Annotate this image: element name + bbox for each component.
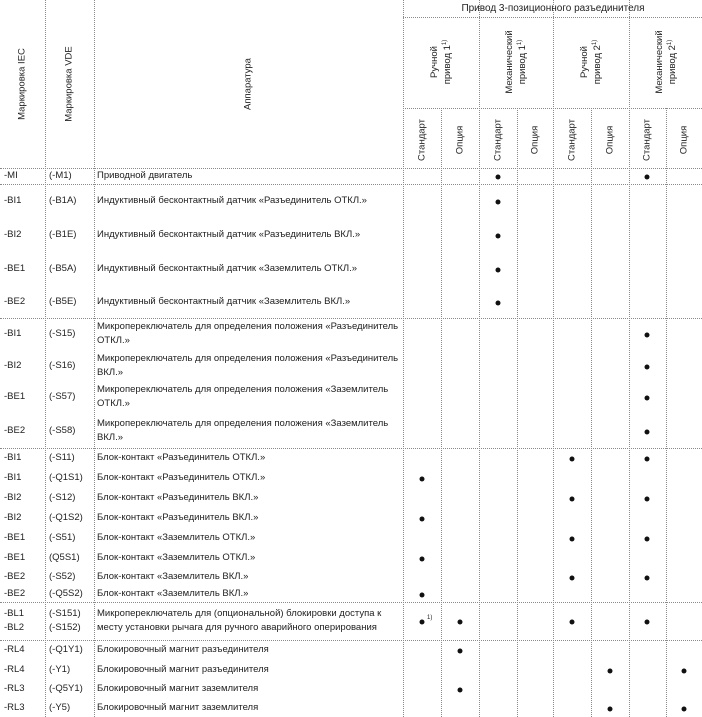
row-vde: (-Q5Y1) xyxy=(49,683,83,694)
row-iec: -BI2 xyxy=(4,492,22,503)
row-apparatus: Блок-контакт «Заземлитель ОТКЛ.» xyxy=(97,552,256,563)
row-vde: (-B1A) xyxy=(49,195,77,206)
row-iec: -BI1 xyxy=(4,195,22,206)
marker-dot xyxy=(570,620,575,625)
row-apparatus: Индуктивный бесконтактный датчик «Заземлитель ОТКЛ.» xyxy=(97,263,358,274)
marker-dot xyxy=(682,706,687,711)
row-vde: (-S151) (-S152) xyxy=(49,608,81,633)
header-option: Опция xyxy=(454,125,466,155)
header-option: Опция xyxy=(529,125,541,155)
marker-dot xyxy=(496,234,501,239)
footnote-ref: 1) xyxy=(441,39,448,46)
row-vde: (-Y1) xyxy=(49,664,71,675)
marker-dot xyxy=(645,333,650,338)
column-divider xyxy=(45,0,46,717)
column-divider xyxy=(94,0,95,717)
marker-dot xyxy=(645,175,650,180)
row-iec: -BI2 xyxy=(4,229,22,240)
header-standard: Стандарт xyxy=(492,119,504,161)
row-vde: (-Q1S2) xyxy=(49,512,83,523)
marker-dot xyxy=(645,457,650,462)
subcolumn-divider xyxy=(666,108,667,717)
marker-dot xyxy=(420,517,425,522)
subgroup-line1: Механический xyxy=(503,30,515,94)
row-iec: -BE2 xyxy=(4,571,26,582)
marker-dot xyxy=(420,593,425,598)
marker-dot xyxy=(645,576,650,581)
header-subgroup-1 xyxy=(429,40,453,85)
subgroup-line1: Механический xyxy=(653,30,665,94)
row-vde: (-Y5) xyxy=(49,701,71,713)
subcolumn-divider xyxy=(441,108,442,717)
row-iec: -BE2 xyxy=(4,588,26,599)
marker-dot xyxy=(645,396,650,401)
row-iec: -RL3 xyxy=(4,701,25,713)
row-apparatus: Микропереключатель для (опциональной) блокировки доступа к месту установки рычага для ручного аварийного оперирования xyxy=(97,608,382,633)
row-apparatus: Блок-контакт «Разъединитель ОТКЛ.» xyxy=(97,452,266,463)
marker-dot xyxy=(645,620,650,625)
row-apparatus: Индуктивный бесконтактный датчик «Разъединитель ОТКЛ.» xyxy=(97,195,367,206)
header-vde: Маркировка VDE xyxy=(63,46,75,122)
marker-dot xyxy=(682,669,687,674)
marker-dot xyxy=(496,200,501,205)
row-vde: (-Q1Y1) xyxy=(49,644,83,655)
row-vde: (-Q5S2) xyxy=(49,588,83,599)
subgroup-line2 xyxy=(665,30,678,93)
row-vde: (-S57) xyxy=(49,391,76,402)
marker-dot xyxy=(496,301,501,306)
header-standard: Стандарт xyxy=(416,119,428,161)
row-iec: -RL3 xyxy=(4,683,25,694)
row-iec: -BI2 xyxy=(4,359,22,371)
row-apparatus: Блокировочный магнит заземлителя xyxy=(97,701,259,713)
row-vde: (-B1E) xyxy=(49,229,77,240)
row-apparatus: Блокировочный магнит разъединителя xyxy=(97,664,269,675)
subcolumn-divider xyxy=(591,108,592,717)
subgroup-line2 xyxy=(440,40,453,85)
row-iec: -BI1 xyxy=(4,452,22,463)
row-vde: (-B5E) xyxy=(49,296,77,307)
subgroup-line1: Ручной xyxy=(578,46,590,78)
header-subgroup-4 xyxy=(654,30,678,93)
row-vde: (-S11) xyxy=(49,452,75,463)
marker-dot xyxy=(645,497,650,502)
subgroup-line2-text: привод 1 xyxy=(442,45,454,85)
header-iec: Маркировка IEC xyxy=(16,48,28,120)
marker-dot xyxy=(608,669,613,674)
marker-dot xyxy=(645,364,650,369)
row-apparatus: Микропереключатель для определения положения «Разъединитель ОТКЛ.» xyxy=(97,321,399,346)
row-vde: (-B5A) xyxy=(49,263,77,274)
row-vde: (-S12) xyxy=(49,492,76,503)
row-iec: -MI xyxy=(4,170,18,181)
row-apparatus: Микропереключатель для определения положения «Заземлитель ОТКЛ.» xyxy=(97,384,389,409)
marker-dot xyxy=(496,175,501,180)
marker-dot xyxy=(420,477,425,482)
row-apparatus: Микропереключатель для определения положения «Заземлитель ВКЛ.» xyxy=(97,417,389,443)
footnote-ref: 1) xyxy=(516,39,523,46)
marker-dot xyxy=(458,688,463,693)
row-apparatus: Блок-контакт «Заземлитель ОТКЛ.» xyxy=(97,532,256,543)
marker-dot xyxy=(570,497,575,502)
marker-dot xyxy=(420,557,425,562)
footnote-ref: 1) xyxy=(427,615,433,621)
marker-dot xyxy=(458,620,463,625)
row-apparatus: Приводной двигатель xyxy=(97,170,193,181)
row-iec: -RL4 xyxy=(4,644,25,655)
subgroup-line2 xyxy=(590,40,603,85)
row-vde: (-Q1S1) xyxy=(49,472,83,483)
subgroup-line1: Ручной xyxy=(428,46,440,78)
row-vde: (Q5S1) xyxy=(49,552,80,563)
marker-dot xyxy=(420,620,425,625)
row-iec: -BE1 xyxy=(4,263,26,274)
group-title-underline xyxy=(403,17,702,18)
marker-dot xyxy=(496,268,501,273)
row-apparatus: Блокировочный магнит заземлителя xyxy=(97,683,259,694)
row-iec: -BE2 xyxy=(4,424,26,436)
subcolumn-divider xyxy=(517,108,518,717)
row-iec: -RL4 xyxy=(4,664,25,675)
subgroup-underline xyxy=(403,108,702,109)
row-apparatus: Блок-контакт «Разъединитель ВКЛ.» xyxy=(97,512,259,523)
row-apparatus: Блокировочный магнит разъединителя xyxy=(97,644,269,655)
marker-dot xyxy=(608,706,613,711)
row-apparatus: Индуктивный бесконтактный датчик «Заземлитель ВКЛ.» xyxy=(97,296,351,307)
marker-dot xyxy=(570,537,575,542)
row-vde: (-S51) xyxy=(49,532,76,543)
header-apparatus: Аппаратура xyxy=(242,58,254,110)
row-iec: -BE1 xyxy=(4,391,26,402)
row-iec: -BI1 xyxy=(4,328,22,339)
marker-dot xyxy=(570,576,575,581)
header-standard: Стандарт xyxy=(566,119,578,161)
row-apparatus: Микропереключатель для определения положения «Разъединитель ВКЛ.» xyxy=(97,352,399,378)
header-option: Опция xyxy=(678,125,690,155)
row-vde: (-S15) xyxy=(49,328,76,339)
row-apparatus: Индуктивный бесконтактный датчик «Разъединитель ВКЛ.» xyxy=(97,229,361,240)
row-iec: -BI1 xyxy=(4,472,22,483)
subgroup-line2-text: привод 1 xyxy=(517,45,529,85)
row-iec: -BE1 xyxy=(4,552,26,563)
subgroup-line2-text: привод 2 xyxy=(592,45,604,85)
row-apparatus: Блок-контакт «Заземлитель ВКЛ.» xyxy=(97,571,249,582)
footnote-ref: 1) xyxy=(591,39,598,46)
row-vde: (-S58) xyxy=(49,424,76,436)
header-subgroup-2 xyxy=(504,30,528,93)
row-vde: (-M1) xyxy=(49,170,72,181)
subgroup-line2 xyxy=(515,30,528,93)
row-iec: -BE1 xyxy=(4,532,26,543)
row-iec: -BL1 -BL2 xyxy=(4,608,25,633)
marker-dot xyxy=(570,457,575,462)
marker-dot xyxy=(645,429,650,434)
marker-dot xyxy=(645,537,650,542)
header-standard: Стандарт xyxy=(641,119,653,161)
footnote-ref: 1) xyxy=(666,39,673,46)
header-group-title: Привод 3-позиционного разъединителя xyxy=(461,3,645,14)
row-apparatus: Блок-контакт «Разъединитель ОТКЛ.» xyxy=(97,472,266,483)
subgroup-line2-text: привод 2 xyxy=(667,45,679,85)
marker-dot xyxy=(458,649,463,654)
header-subgroup-3 xyxy=(579,40,603,85)
row-vde: (-S16) xyxy=(49,359,76,371)
row-iec: -BI2 xyxy=(4,512,22,523)
row-apparatus: Блок-контакт «Заземлитель ВКЛ.» xyxy=(97,588,249,599)
header-option: Опция xyxy=(604,125,616,155)
row-iec: -BE2 xyxy=(4,296,26,307)
row-apparatus: Блок-контакт «Разъединитель ВКЛ.» xyxy=(97,492,259,503)
row-vde: (-S52) xyxy=(49,571,76,582)
